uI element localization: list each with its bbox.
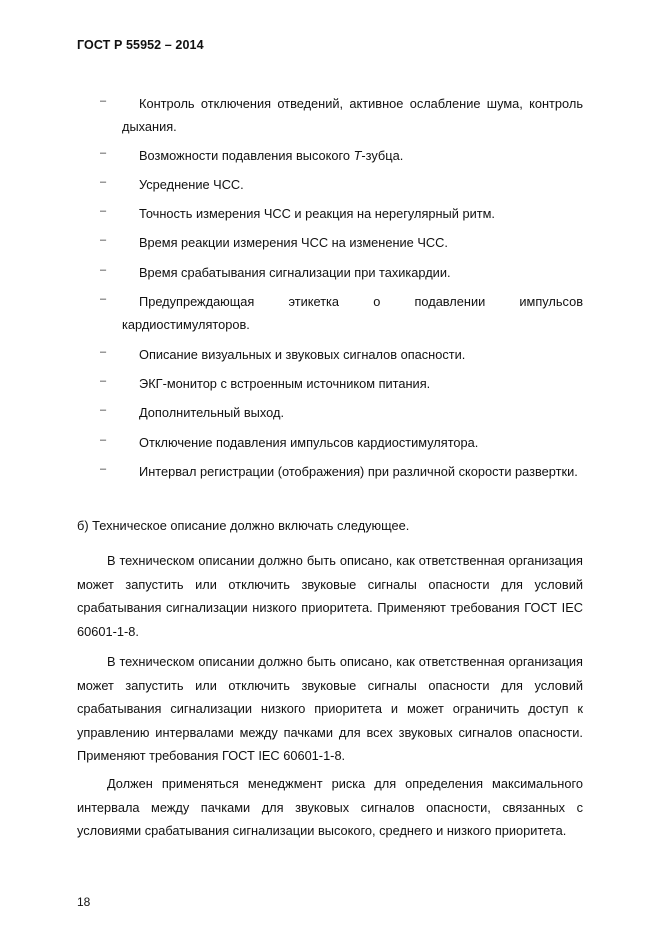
list-dash: – <box>100 346 107 358</box>
body-paragraph: В техническом описании должно быть описано, как ответственная организация может запустить или отключить звуковые сигналы опасности для условий срабатывания сигнализации низкого приоритета и может ограничить доступ к управлению интервалами между пачками для всех звуковых сигналов опасности. Применяют требования ГОСТ IEC 60601-1-8. <box>77 654 583 763</box>
list-dash: – <box>100 434 107 446</box>
list-dash: – <box>100 264 107 276</box>
body-paragraph: В техническом описании должно быть описано, как ответственная организация может запустить или отключить звуковые сигналы опасности для условий срабатывания сигнализации низкого приоритета. Применяют требования ГОСТ IEC 60601-1-8. <box>77 553 583 639</box>
list-dash: – <box>100 205 107 217</box>
list-dash: – <box>100 95 107 107</box>
list-item-text: Предупреждающая этикетка о подавлении импульсов кардиостимуляторов. <box>122 294 583 332</box>
list-item-text: Точность измерения ЧСС и реакция на нерегулярный ритм. <box>139 206 495 221</box>
list-dash: – <box>100 176 107 188</box>
list-item-text: Описание визуальных и звуковых сигналов опасности. <box>139 347 466 362</box>
list-dash: – <box>100 463 107 475</box>
list-item-text: Время реакции измерения ЧСС на изменение ЧСС. <box>139 235 448 250</box>
page-number: 18 <box>77 895 91 909</box>
section-b-heading: б) Техническое описание должно включать следующее. <box>77 518 410 533</box>
list-item-text: Время срабатывания сигнализации при тахикардии. <box>139 265 451 280</box>
list-item-text: ЭКГ-монитор с встроенным источником питания. <box>139 376 431 391</box>
list-dash: – <box>100 147 107 159</box>
list-item-text: Возможности подавления высокого T-зубца. <box>139 148 404 163</box>
list-item-text: Интервал регистрации (отображения) при различной скорости развертки. <box>139 464 578 479</box>
list-item-text: Отключение подавления импульсов кардиостимулятора. <box>139 435 479 450</box>
list-dash: – <box>100 234 107 246</box>
list-dash: – <box>100 404 107 416</box>
list-item-text: Усреднение ЧСС. <box>139 177 244 192</box>
list-dash: – <box>100 293 107 305</box>
list-item-text: Контроль отключения отведений, активное ослабление шума, контроль дыхания. <box>122 96 583 134</box>
document-header: ГОСТ Р 55952 – 2014 <box>77 38 204 52</box>
list-item-text: Дополнительный выход. <box>139 405 284 420</box>
list-dash: – <box>100 375 107 387</box>
body-paragraph: Должен применяться менеджмент риска для определения максимального интервала между пачками для звуковых сигналов опасности, связанных с условиями срабатывания сигнализации высокого, среднего и низкого приоритета. <box>77 776 583 838</box>
